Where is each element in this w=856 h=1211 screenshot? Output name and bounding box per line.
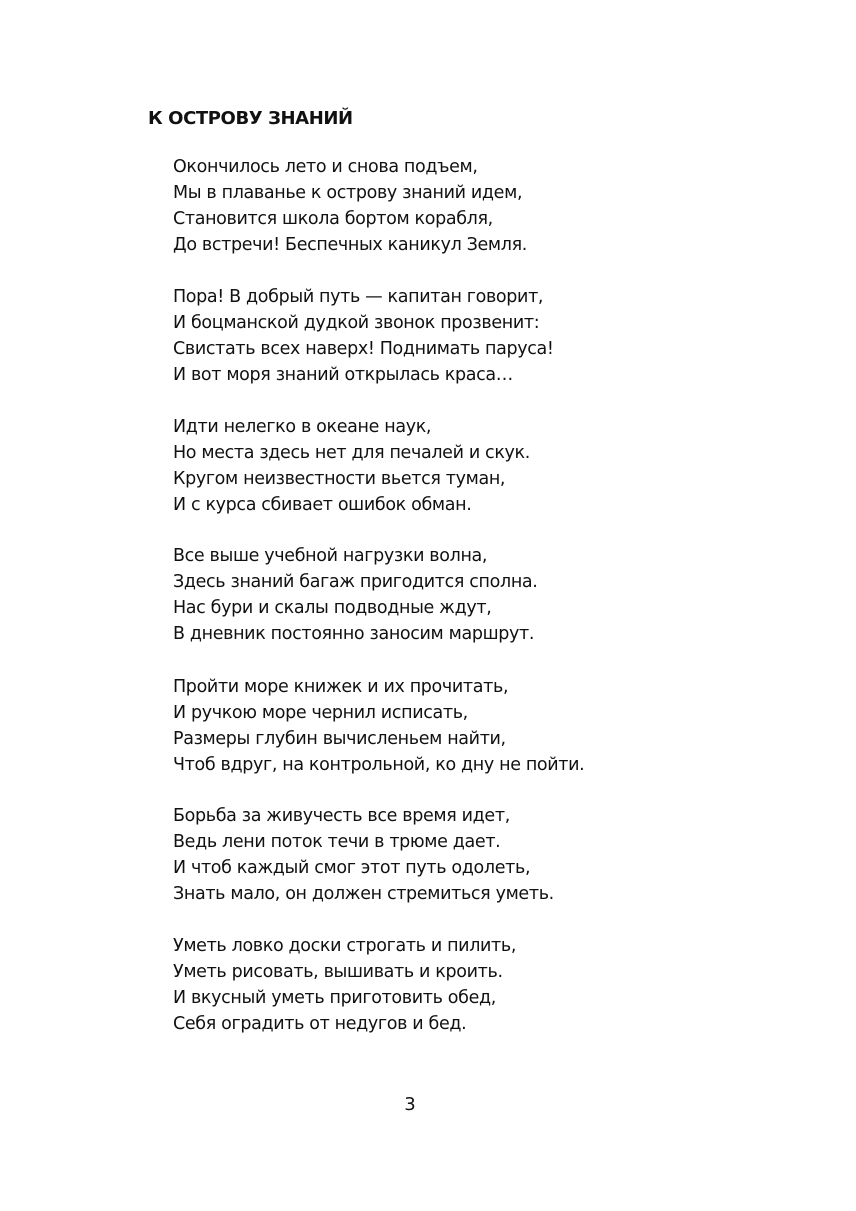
poem-line: Ведь лени поток течи в трюме дает. xyxy=(173,832,501,852)
poem-line: Пройти море книжек и их прочитать, xyxy=(173,677,509,697)
stanza-7 xyxy=(173,933,516,1037)
poem-title: К ОСТРОВУ ЗНАНИЙ xyxy=(148,108,353,129)
poem-line: Кругом неизвестности вьется туман, xyxy=(173,469,506,489)
poem-line: Борьба за живучесть все время идет, xyxy=(173,806,510,826)
poem-line: Уметь ловко доски строгать и пилить, xyxy=(173,936,517,956)
stanza-4 xyxy=(173,543,538,647)
poem-line: И чтоб каждый смог этот путь одолеть, xyxy=(173,858,531,878)
poem-line: Но места здесь нет для печалей и скук. xyxy=(173,443,530,463)
poem-line: В дневник постоянно заносим маршрут. xyxy=(173,624,535,644)
page-number: 3 xyxy=(404,1094,416,1115)
stanza-6 xyxy=(173,803,554,907)
poem-line: Нас бури и скалы подводные ждут, xyxy=(173,598,492,618)
poem-line: Становится школа бортом корабля, xyxy=(173,209,493,229)
poem-line: Здесь знаний багаж пригодится сполна. xyxy=(173,572,538,592)
poem-line: До встречи! Беспечных каникул Земля. xyxy=(173,235,528,255)
poem-line: Свистать всех наверх! Поднимать паруса! xyxy=(173,339,554,359)
poem-line: И боцманской дудкой звонок прозвенит: xyxy=(173,313,540,333)
poem-line: Все выше учебной нагрузки волна, xyxy=(173,546,488,566)
poem-line: И ручкою море чернил исписать, xyxy=(173,703,468,723)
poem-line: Мы в плаванье к острову знаний идем, xyxy=(173,183,523,203)
stanza-3 xyxy=(173,414,530,518)
poem-line: Окончилось лето и снова подъем, xyxy=(173,157,478,177)
poem-line: И вкусный уметь приготовить обед, xyxy=(173,988,496,1008)
poem-line: Знать мало, он должен стремиться уметь. xyxy=(173,884,554,904)
poem-line: Себя оградить от недугов и бед. xyxy=(173,1014,467,1034)
poem-line: Чтоб вдруг, на контрольной, ко дну не пойти. xyxy=(173,755,585,775)
poem-line: И с курса сбивает ошибок обман. xyxy=(173,495,472,515)
poem-line: Пора! В добрый путь — капитан говорит, xyxy=(173,287,544,307)
poem-line: Уметь рисовать, вышивать и кроить. xyxy=(173,962,503,982)
poem-line: Размеры глубин вычисленьем найти, xyxy=(173,729,506,749)
poem-line: Идти нелегко в океане наук, xyxy=(173,417,432,437)
stanza-5 xyxy=(173,674,584,778)
poem-line: И вот моря знаний открылась краса… xyxy=(173,365,513,385)
stanza-1 xyxy=(173,154,527,258)
stanza-2 xyxy=(173,284,554,388)
